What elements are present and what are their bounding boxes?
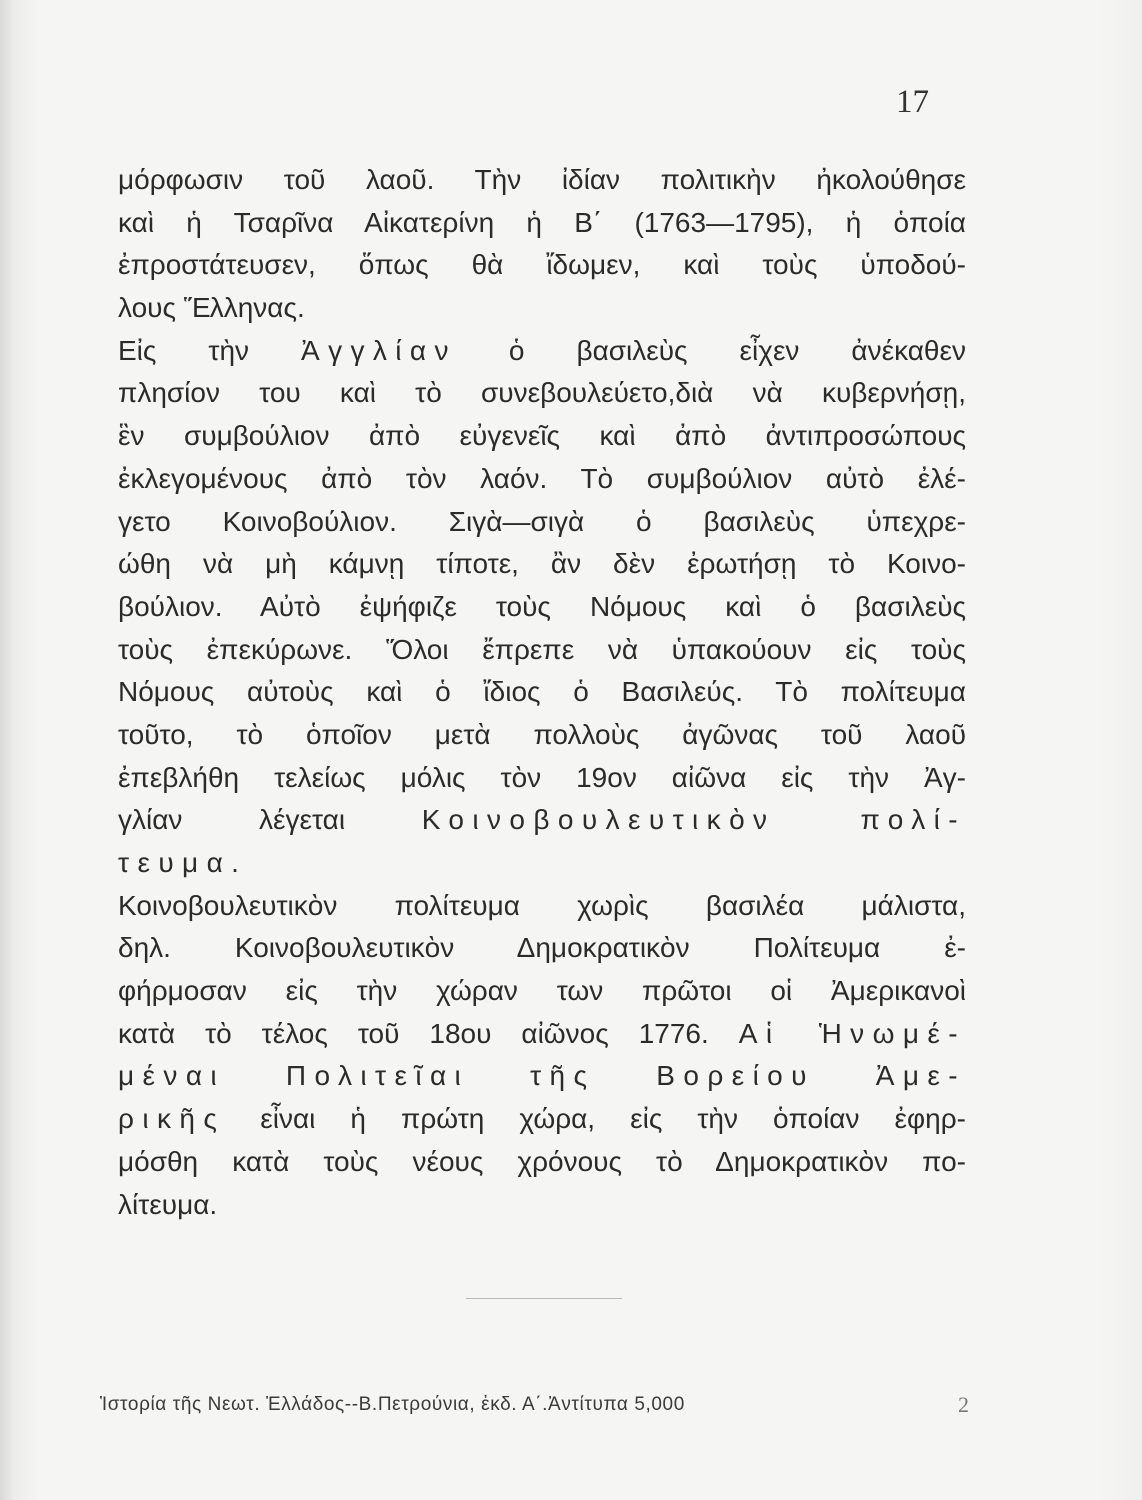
- line-text: βούλιον. Αὐτὸ ἐψήφιζε τοὺς Νόμους καὶ ὁ βασιλεὺς: [118, 590, 966, 622]
- text-line: [118, 970, 966, 1013]
- text-line: [118, 714, 966, 757]
- line-text: δηλ. Κοινοβουλευτικὸν Δημοκρατικὸν Πολίτευμα ἐ-: [118, 932, 966, 964]
- line-text: λους Ἕλληνας.: [118, 292, 305, 324]
- page-number: 17: [896, 84, 929, 120]
- spaced-emphasis: Ἀγγλίαν: [301, 334, 457, 366]
- line-text: ὁ βασιλεὺς εἶχεν ἀνέκαθεν: [456, 334, 966, 366]
- line-text: ἐπεβλήθη τελείως μόλις τὸν 19ον αἰῶνα εἰς τὴν Ἀγ-: [118, 761, 966, 793]
- line-text: Εἰς τὴν: [118, 334, 302, 366]
- text-line: [118, 842, 966, 885]
- line-text: ἐκλεγομένους ἀπὸ τὸν λαόν. Τὸ συμβούλιον αὐτὸ ἐλέ-: [118, 462, 966, 494]
- signature-mark: 2: [958, 1392, 969, 1417]
- text-line: [118, 202, 966, 245]
- text-line: [118, 244, 966, 287]
- text-line: [118, 330, 966, 373]
- text-line: [118, 1013, 966, 1056]
- line-text: φήρμοσαν εἰς τὴν χώραν των πρῶτοι οἱ Ἀμερικανοὶ: [118, 975, 966, 1007]
- text-line: [118, 501, 966, 544]
- line-text: τοῦτο, τὸ ὁποῖον μετὰ πολλοὺς ἀγῶνας τοῦ λαοῦ: [118, 718, 966, 750]
- footnote: Ἱστορία τῆς Νεωτ. Ἑλλάδος--Β.Πετρούνια, ἐκδ. Α΄.Ἀντίτυπα 5,000: [100, 1394, 685, 1415]
- line-text: μόσθη κατὰ τοὺς νέους χρόνους τὸ Δημοκρατικὸν πο-: [118, 1145, 966, 1177]
- body-text: [118, 159, 966, 1226]
- text-line: [118, 671, 966, 714]
- text-line: [118, 586, 966, 629]
- spaced-emphasis: μέναι Πολιτεῖαι τῆς Βορείου Ἀμε-: [118, 1060, 966, 1092]
- spaced-emphasis: Αἱ Ἡνωμέ-: [738, 1017, 966, 1049]
- text-line: [118, 159, 966, 202]
- line-text: γετο Κοινοβούλιον. Σιγὰ—σιγὰ ὁ βασιλεὺς ὑπεχρε-: [118, 505, 966, 537]
- text-line: [118, 458, 966, 501]
- text-line: [118, 1141, 966, 1184]
- line-text: ώθη νὰ μὴ κάμνῃ τίποτε, ἂν δὲν ἐρωτήσῃ τὸ Κοινο-: [118, 548, 966, 580]
- text-line: [118, 629, 966, 672]
- line-text: Νόμους αὐτοὺς καὶ ὁ ἴδιος ὁ Βασιλεύς. Τὸ πολίτευμα: [118, 676, 966, 708]
- text-line: [118, 287, 966, 330]
- line-text: κατὰ τὸ τέλος τοῦ 18ου αἰῶνος 1776.: [118, 1017, 739, 1049]
- text-line: [118, 1055, 966, 1098]
- line-text: πλησίον του καὶ τὸ συνεβουλεύετο,διὰ νὰ κυβερνήσῃ,: [118, 377, 966, 409]
- line-text: λίτευμα.: [118, 1188, 218, 1220]
- text-line: [118, 799, 966, 842]
- line-text: καὶ ἡ Τσαρῖνα Αἰκατερίνη ἡ Β΄ (1763—1795), ἡ ὁποία: [118, 206, 966, 238]
- text-line: [118, 415, 966, 458]
- line-text: γλίαν λέγεται: [118, 804, 422, 836]
- text-line: [118, 1184, 966, 1227]
- text-line: [118, 757, 966, 800]
- spaced-emphasis: ρικῆς: [118, 1103, 226, 1135]
- line-text: μόρφωσιν τοῦ λαοῦ. Τὴν ἰδίαν πολιτικὴν ἠκολούθησε: [118, 164, 966, 195]
- text-line: [118, 885, 966, 928]
- line-text: τοὺς ἐπεκύρωνε. Ὅλοι ἔπρεπε νὰ ὑπακούουν εἰς τοὺς: [118, 633, 966, 665]
- line-text: ἐπροστάτευσεν, ὅπως θὰ ἴδωμεν, καὶ τοὺς ὑποδού-: [118, 249, 966, 281]
- text-line: [118, 927, 966, 970]
- line-text: Κοινοβουλευτικὸν πολίτευμα χωρὶς βασιλέα μάλιστα,: [118, 889, 966, 921]
- text-line: [118, 372, 966, 415]
- text-line: [118, 1098, 966, 1141]
- spaced-emphasis: τευμα.: [118, 847, 248, 878]
- line-text: ἓν συμβούλιον ἀπὸ εὐγενεῖς καὶ ἀπὸ ἀντιπροσώπους: [118, 420, 966, 452]
- line-text: εἶναι ἡ πρώτη χώρα, εἰς τὴν ὁποίαν ἐφηρ-: [225, 1103, 966, 1135]
- footnote-divider: [466, 1298, 622, 1299]
- text-line: [118, 543, 966, 586]
- spaced-emphasis: Κοινοβουλευτικὸν πολί-: [421, 804, 966, 836]
